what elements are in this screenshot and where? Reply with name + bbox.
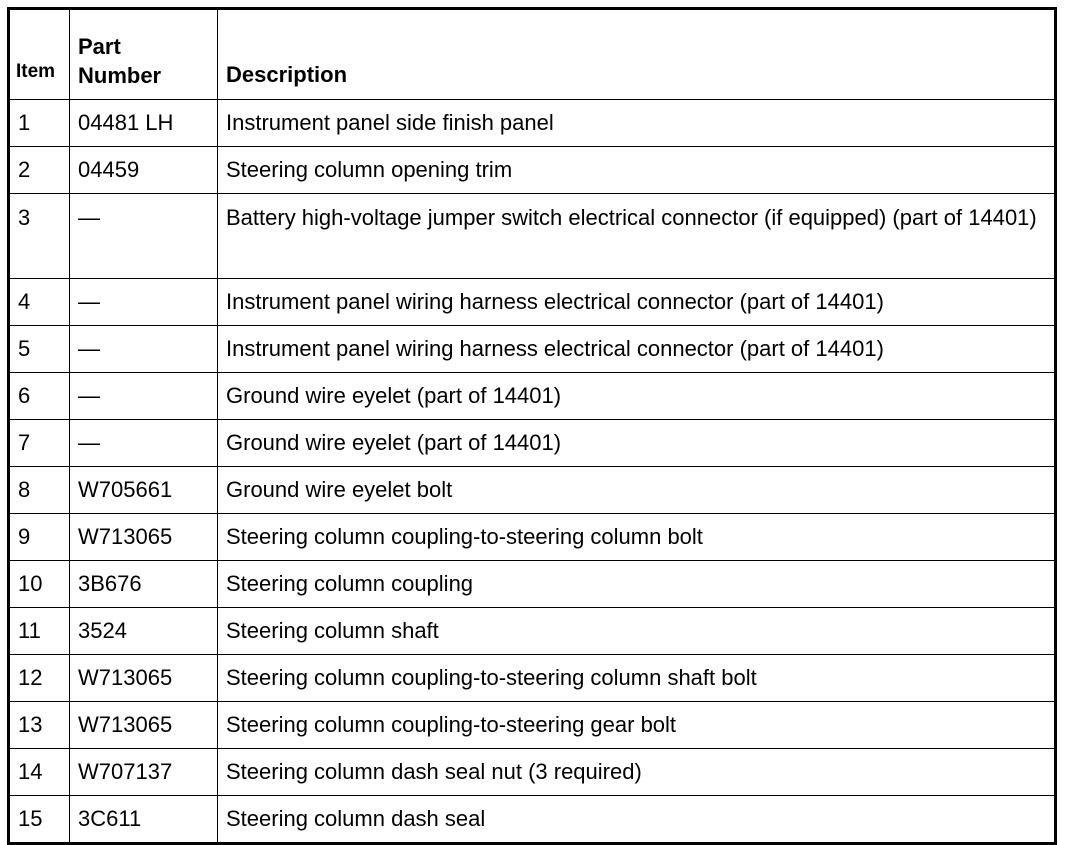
cell-description: Steering column dash seal nut (3 required) [218, 749, 1056, 796]
cell-item: 14 [9, 749, 70, 796]
table-row [9, 655, 1056, 702]
cell-description: Steering column shaft [218, 608, 1056, 655]
table-row [9, 749, 1056, 796]
cell-part-number: 3524 [70, 608, 218, 655]
table-row [9, 100, 1056, 147]
cell-description: Battery high-voltage jumper switch electrical connector (if equipped) (part of 14401) [218, 194, 1056, 279]
cell-description: Ground wire eyelet (part of 14401) [218, 420, 1056, 467]
header-part-number [70, 9, 218, 100]
cell-description: Instrument panel wiring harness electrical connector (part of 14401) [218, 326, 1056, 373]
cell-description: Steering column coupling-to-steering column shaft bolt [218, 655, 1056, 702]
cell-item: 1 [9, 100, 70, 147]
cell-item: 7 [9, 420, 70, 467]
table-row [9, 373, 1056, 420]
cell-item: 5 [9, 326, 70, 373]
cell-item: 6 [9, 373, 70, 420]
cell-description: Steering column coupling-to-steering gear bolt [218, 702, 1056, 749]
cell-item: 13 [9, 702, 70, 749]
table-row [9, 608, 1056, 655]
cell-description: Ground wire eyelet bolt [218, 467, 1056, 514]
cell-part-number: — [70, 194, 218, 279]
cell-description: Ground wire eyelet (part of 14401) [218, 373, 1056, 420]
header-row [9, 9, 1056, 100]
cell-item: 8 [9, 467, 70, 514]
table-body [9, 100, 1056, 844]
parts-table [7, 7, 1057, 845]
cell-item: 12 [9, 655, 70, 702]
cell-item: 2 [9, 147, 70, 194]
cell-item: 15 [9, 796, 70, 844]
cell-description: Steering column coupling [218, 561, 1056, 608]
cell-part-number: 04459 [70, 147, 218, 194]
table-row [9, 326, 1056, 373]
cell-description: Instrument panel wiring harness electrical connector (part of 14401) [218, 279, 1056, 326]
table-header [9, 9, 1056, 100]
cell-part-number: 04481 LH [70, 100, 218, 147]
cell-part-number: W713065 [70, 702, 218, 749]
cell-part-number: W713065 [70, 514, 218, 561]
cell-part-number: — [70, 279, 218, 326]
table-row [9, 279, 1056, 326]
table-row [9, 467, 1056, 514]
cell-description: Steering column coupling-to-steering column bolt [218, 514, 1056, 561]
header-part-line2: Number [78, 63, 162, 88]
cell-part-number: W713065 [70, 655, 218, 702]
table-row [9, 147, 1056, 194]
cell-item: 3 [9, 194, 70, 279]
cell-part-number: 3B676 [70, 561, 218, 608]
table-row [9, 194, 1056, 279]
cell-item: 10 [9, 561, 70, 608]
cell-part-number: — [70, 420, 218, 467]
header-item: Item [9, 9, 70, 100]
cell-item: 4 [9, 279, 70, 326]
table-row [9, 702, 1056, 749]
cell-item: 9 [9, 514, 70, 561]
table-row [9, 561, 1056, 608]
cell-part-number: W705661 [70, 467, 218, 514]
cell-part-number: — [70, 373, 218, 420]
cell-description: Steering column opening trim [218, 147, 1056, 194]
cell-part-number: — [70, 326, 218, 373]
cell-description: Instrument panel side finish panel [218, 100, 1056, 147]
header-part-line1: Part [78, 34, 121, 59]
cell-item: 11 [9, 608, 70, 655]
table-row [9, 420, 1056, 467]
table-row [9, 514, 1056, 561]
header-description: Description [218, 9, 1056, 100]
cell-part-number: W707137 [70, 749, 218, 796]
cell-part-number: 3C611 [70, 796, 218, 844]
cell-description: Steering column dash seal [218, 796, 1056, 844]
table-row [9, 796, 1056, 844]
